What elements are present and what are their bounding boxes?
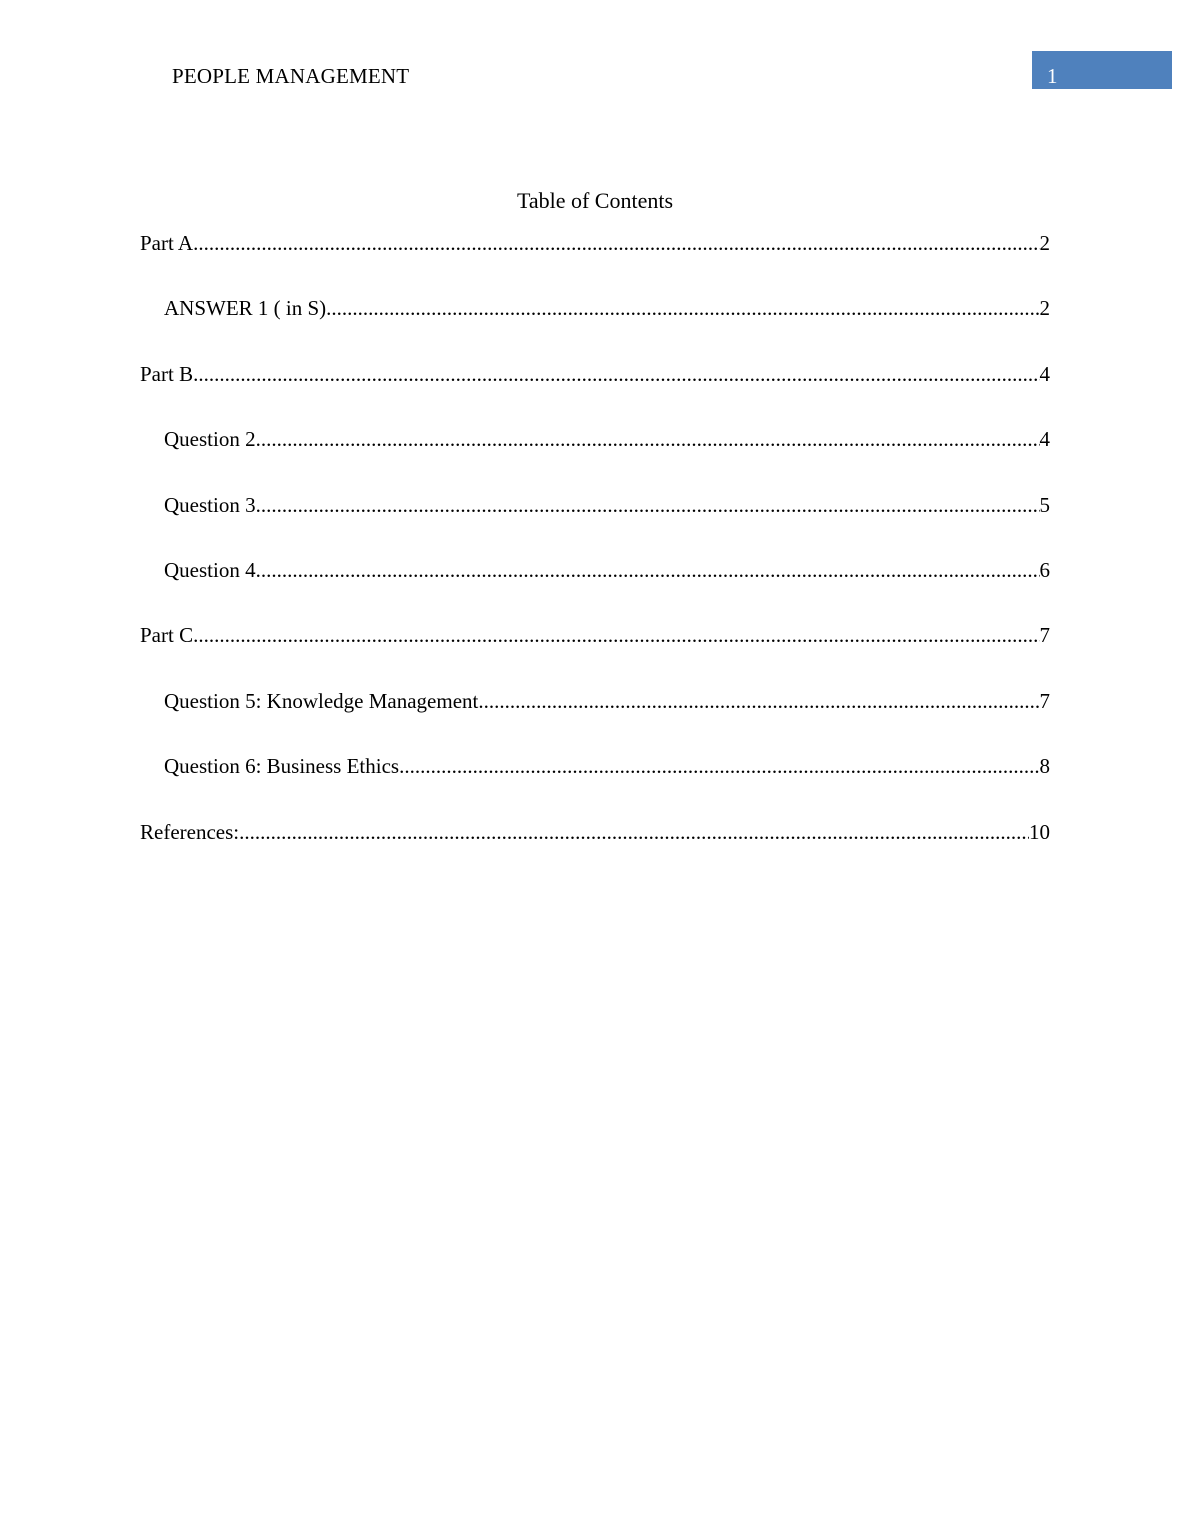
toc-entry-question-3[interactable] [140, 491, 1050, 556]
toc-entry-label: Part A [140, 231, 194, 255]
toc-entry-question-2[interactable] [140, 425, 1050, 490]
toc-entry-question-5[interactable] [140, 687, 1050, 752]
toc-dot-leader [256, 425, 1040, 453]
toc-entry-question-4[interactable] [140, 556, 1050, 621]
toc-entry-label: Question 4 [164, 557, 256, 582]
toc-entry-page: 5 [1039, 492, 1050, 517]
toc-entry-page: 4 [1039, 361, 1050, 386]
toc-dot-leader [239, 818, 1029, 846]
toc-entry-label: Part C [140, 623, 194, 648]
toc-entry-page: 6 [1039, 557, 1050, 582]
toc-entry-part-b[interactable] [140, 360, 1050, 425]
toc-entry-page: 2 [1039, 231, 1050, 255]
toc-entry-label: Question 2 [164, 427, 256, 452]
toc-entry-label: Question 5: Knowledge Management [164, 688, 479, 713]
toc-entry-page: 8 [1039, 754, 1050, 779]
toc-entry-label: References: [140, 819, 240, 844]
toc-entry-part-c[interactable] [140, 621, 1050, 686]
toc-entry-page: 4 [1039, 427, 1050, 452]
toc-dot-leader [256, 556, 1040, 584]
toc-entry-page: 7 [1039, 623, 1050, 648]
toc-entry-references[interactable] [140, 818, 1050, 883]
document-header-title: PEOPLE MANAGEMENT [172, 64, 410, 88]
page-number: 1 [1047, 64, 1058, 88]
toc-entry-part-a[interactable] [140, 229, 1050, 294]
toc-entry-label: Question 3 [164, 492, 256, 517]
toc-dot-leader [193, 229, 1039, 257]
toc-entry-question-6[interactable] [140, 752, 1050, 817]
toc-dot-leader [193, 360, 1039, 388]
page-number-badge [1032, 51, 1172, 89]
toc-entry-label: ANSWER 1 ( in S) [164, 296, 327, 321]
toc-dot-leader [193, 621, 1039, 649]
table-of-contents [140, 229, 1050, 883]
toc-entry-label: Question 6: Business Ethics [164, 754, 400, 779]
toc-entry-page: 7 [1039, 688, 1050, 713]
toc-dot-leader [478, 687, 1039, 715]
toc-entry-answer-1[interactable] [140, 294, 1050, 359]
toc-dot-leader [399, 752, 1039, 780]
toc-dot-leader [326, 294, 1039, 322]
toc-heading: Table of Contents [516, 188, 674, 213]
toc-dot-leader [256, 491, 1040, 519]
toc-entry-label: Part B [140, 361, 194, 386]
toc-entry-page: 10 [1029, 819, 1050, 844]
toc-entry-page: 2 [1039, 296, 1050, 321]
